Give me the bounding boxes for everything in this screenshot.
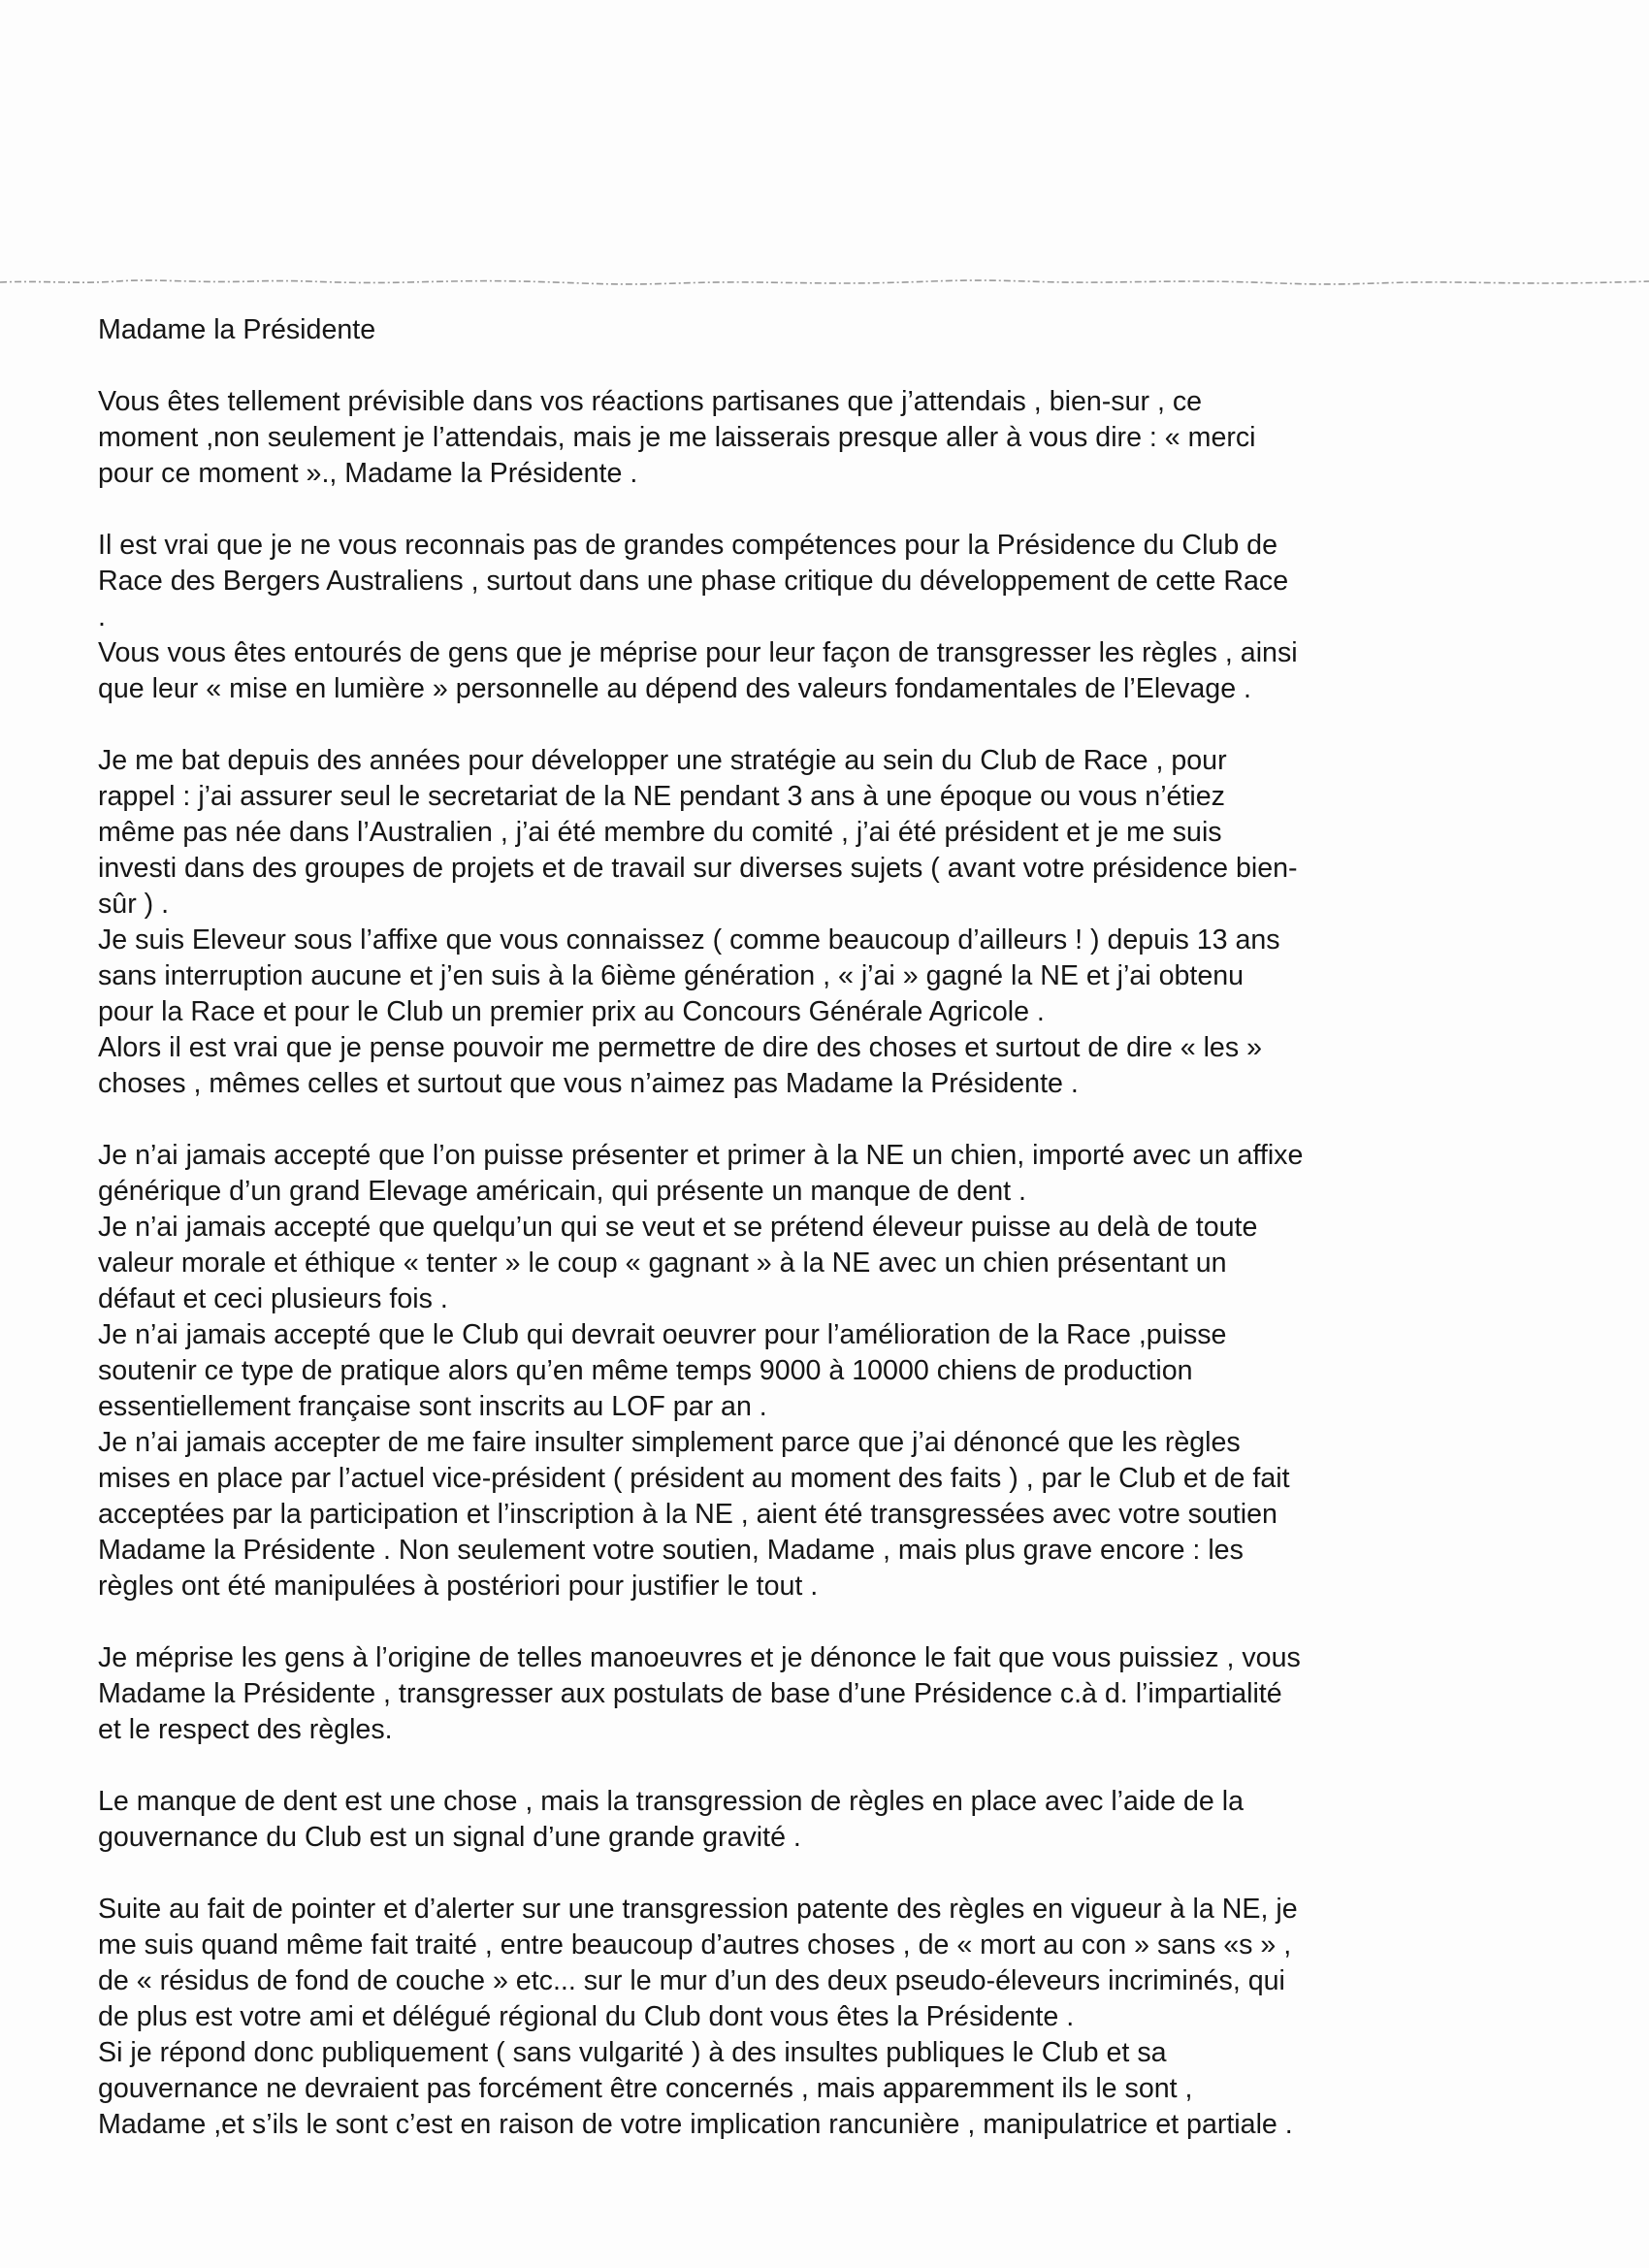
paragraph-10: Je n’ai jamais accepter de me faire insulter simplement parce que j’ai dénoncé que les règles mises en place par l’actuel vice-président ( président au moment des faits ) , par le Club et de fait acceptées par la participation et l’inscription à la NE , aient été transgressées avec votre soutien Madame la Présidente . Non seulement votre soutien, Madame , mais plus grave encore : les règles ont été manipulées à postériori pour justifier le tout . <box>98 1427 1290 1602</box>
paragraph-3: Vous vous êtes entourés de gens que je méprise pour leur façon de transgresser les règles , ainsi que leur « mise en lumière » personnelle au dépend des valeurs fondamentales de l’Elevage . <box>98 637 1298 704</box>
paragraph-13: Suite au fait de pointer et d’alerter sur une transgression patente des règles en vigueur à la NE, je me suis quand même fait traité , entre beaucoup d’autres choses , de « mort au con » sans «s » , de « résidus de fond de couche » etc... sur le mur d’un des deux pseudo-éleveurs incriminés, qui de plus est votre ami et délégué régional du Club dont vous êtes la Présidente . <box>98 1894 1298 2032</box>
salutation: Madame la Présidente <box>98 314 376 345</box>
paragraph-5: Je suis Eleveur sous l’affixe que vous connaissez ( comme beaucoup d’ailleurs ! ) depuis 13 ans sans interruption aucune et j’en suis à la 6ième génération , « j’ai » gagné la NE et j’ai obtenu pour la Race et pour le Club un premier prix au Concours Générale Agricole . <box>98 924 1280 1027</box>
paper-fold-edge <box>0 275 1649 289</box>
paragraph-11: Je méprise les gens à l’origine de telles manoeuvres et je dénonce le fait que vous puissiez , vous Madame la Présidente , transgresser aux postulats de base d’une Présidence c.à d. l’impartialité et le respect des règles. <box>98 1642 1301 1745</box>
paragraph-9: Je n’ai jamais accepté que le Club qui devrait oeuvrer pour l’amélioration de la Race ,puisse soutenir ce type de pratique alors qu’en même temps 9000 à 10000 chiens de production essentiellement française sont inscrits au LOF par an . <box>98 1319 1227 1422</box>
paragraph-1: Vous êtes tellement prévisible dans vos réactions partisanes que j’attendais , bien-sur , ce moment ,non seulement je l’attendais, mais je me laisserais presque aller à vous dire : « merci pour ce moment »., Madame la Présidente . <box>98 386 1256 489</box>
paragraph-7: Je n’ai jamais accepté que l’on puisse présenter et primer à la NE un chien, importé avec un affixe générique d’un grand Elevage américain, qui présente un manque de dent . <box>98 1140 1304 1207</box>
paragraph-4: Je me bat depuis des années pour développer une stratégie au sein du Club de Race , pour rappel : j’ai assurer seul le secretariat de la NE pendant 3 ans à une époque ou vous n’étiez même pas née dans l’Australien , j’ai été membre du comité , j’ai été président et je me suis investi dans des groupes de projets et de travail sur diverses sujets ( avant votre présidence bien- sûr ) . <box>98 745 1298 920</box>
paragraph-2: Il est vrai que je ne vous reconnais pas de grandes compétences pour la Présidence du Club de Race des Bergers Australiens , surtout dans une phase critique du développement de cette Race . <box>98 530 1289 632</box>
paragraph-12: Le manque de dent est une chose , mais la transgression de règles en place avec l’aide de la gouvernance du Club est un signal d’une grande gravité . <box>98 1786 1245 1853</box>
paragraph-8: Je n’ai jamais accepté que quelqu’un qui se veut et se prétend éleveur puisse au delà de toute valeur morale et éthique « tenter » le coup « gagnant » à la NE avec un chien présentant un défaut et ceci plusieurs fois . <box>98 1212 1258 1314</box>
letter-body <box>98 312 1427 2143</box>
paragraph-14: Si je répond donc publiquement ( sans vulgarité ) à des insultes publiques le Club et sa gouvernance ne devraient pas forcément être concernés , mais apparemment ils le sont , Madame ,et s’ils le sont c’est en raison de votre implication rancunière , manipulatrice et partiale . <box>98 2037 1293 2140</box>
paragraph-6: Alors il est vrai que je pense pouvoir me permettre de dire des choses et surtout de dire « les » choses , mêmes celles et surtout que vous n’aimez pas Madame la Présidente . <box>98 1032 1262 1099</box>
